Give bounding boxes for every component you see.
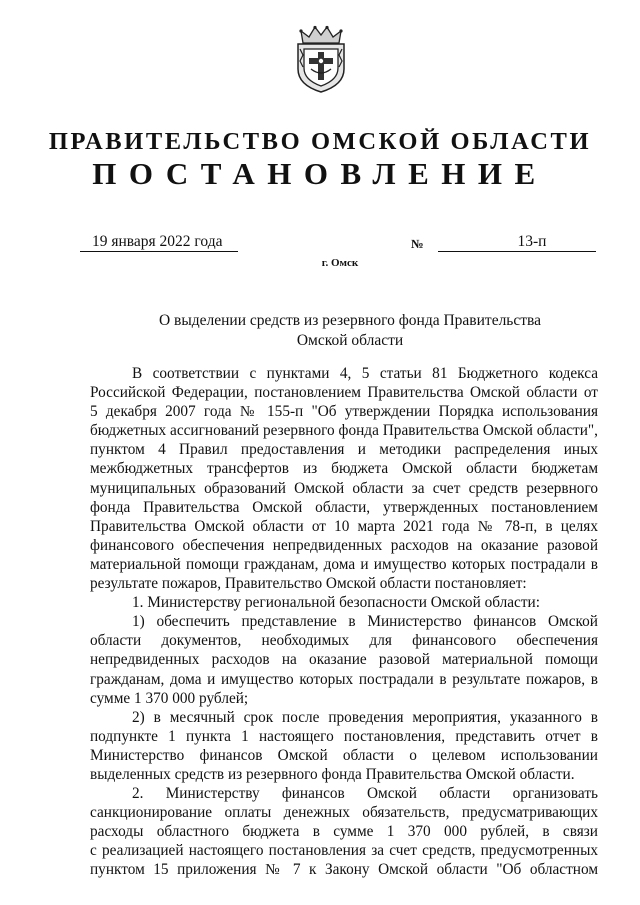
- body-line: 2. Министерству финансов Омской области организовать: [132, 785, 598, 803]
- body-line: бюджетных ассигнований резервного фонда Правительства Омской области",: [90, 422, 598, 440]
- body-line: 2) в месячный срок после проведения мероприятия, указанного в: [132, 708, 598, 726]
- document-date: 19 января 2022 года: [80, 232, 238, 252]
- body-line: с реализацией настоящего постановления за счет средств, предусмотренных: [90, 842, 598, 860]
- body-line: пунктом 4 Правил предоставления и методики распределения иных: [90, 441, 598, 459]
- body-line: выделенных средств из резервного фонда Правительства Омской области.: [90, 765, 575, 783]
- body-line: финансового обеспечения непредвиденных расходов на оказание разовой: [90, 536, 598, 554]
- body-line: санкционирование оплаты денежных обязательств, предусматривающих: [90, 804, 598, 822]
- body-line: результате пожаров, Правительство Омской области постановляет:: [90, 575, 527, 593]
- body-line: подпункте 1 пункта 1 настоящего постановления, представить отчет в: [90, 727, 598, 745]
- subject-line: Омской области: [296, 332, 404, 349]
- body-line: материальной помощи гражданам, дома и имущество которых пострадали в: [90, 555, 598, 573]
- document-body: [90, 364, 598, 880]
- body-line: 1) обеспечить представление в Министерство финансов Омской: [132, 613, 598, 631]
- body-line: В соответствии с пунктами 4, 5 статьи 81 Бюджетного кодекса: [132, 365, 598, 382]
- body-line: Российской Федерации, постановлением Правительства Омской области от: [90, 384, 598, 402]
- document-type-title: ПОСТАНОВЛЕНИЕ: [92, 156, 548, 191]
- body-line: области документов, необходимых для финансового обеспечения: [90, 632, 598, 650]
- document-subject: [100, 311, 600, 351]
- body-line: фонда Правительства Омской области, утвержденных постановлением: [90, 498, 598, 516]
- body-line: сумме 1 370 000 рублей;: [90, 689, 249, 707]
- body-line: межбюджетных трансфертов из бюджета Омской области бюджетам: [90, 460, 598, 478]
- body-line: 5 декабря 2007 года № 155-п "Об утверждении Порядка использования: [90, 403, 598, 421]
- body-line: Министерство финансов Омской области о целевом использовании: [90, 746, 598, 764]
- document-number: 13-п: [438, 232, 596, 252]
- city-label: г. Омск: [321, 257, 359, 269]
- body-line: Правительства Омской области от 10 марта 2021 года № 78-п, в целях: [90, 517, 598, 535]
- body-line: гражданам, дома и имущество которых пострадали в результате пожаров, в: [90, 670, 598, 688]
- government-title: ПРАВИТЕЛЬСТВО ОМСКОЙ ОБЛАСТИ: [48, 128, 592, 155]
- body-line: пунктом 15 приложения № 7 к Закону Омской области "Об областном: [90, 861, 598, 879]
- body-line: муниципальных образований Омской области за счет средств резервного: [90, 479, 598, 497]
- body-line: расходы областного бюджета в сумме 1 370 000 рублей, в связи: [90, 823, 598, 841]
- omsk-coat-of-arms-icon: [295, 25, 347, 93]
- body-line: непредвиденных расходов на оказание разовой материальной помощи: [90, 651, 598, 669]
- body-line: 1. Министерству региональной безопасности Омской области:: [132, 594, 540, 612]
- number-sign: №: [411, 237, 424, 251]
- subject-line: О выделении средств из резервного фонда Правительства: [158, 312, 542, 329]
